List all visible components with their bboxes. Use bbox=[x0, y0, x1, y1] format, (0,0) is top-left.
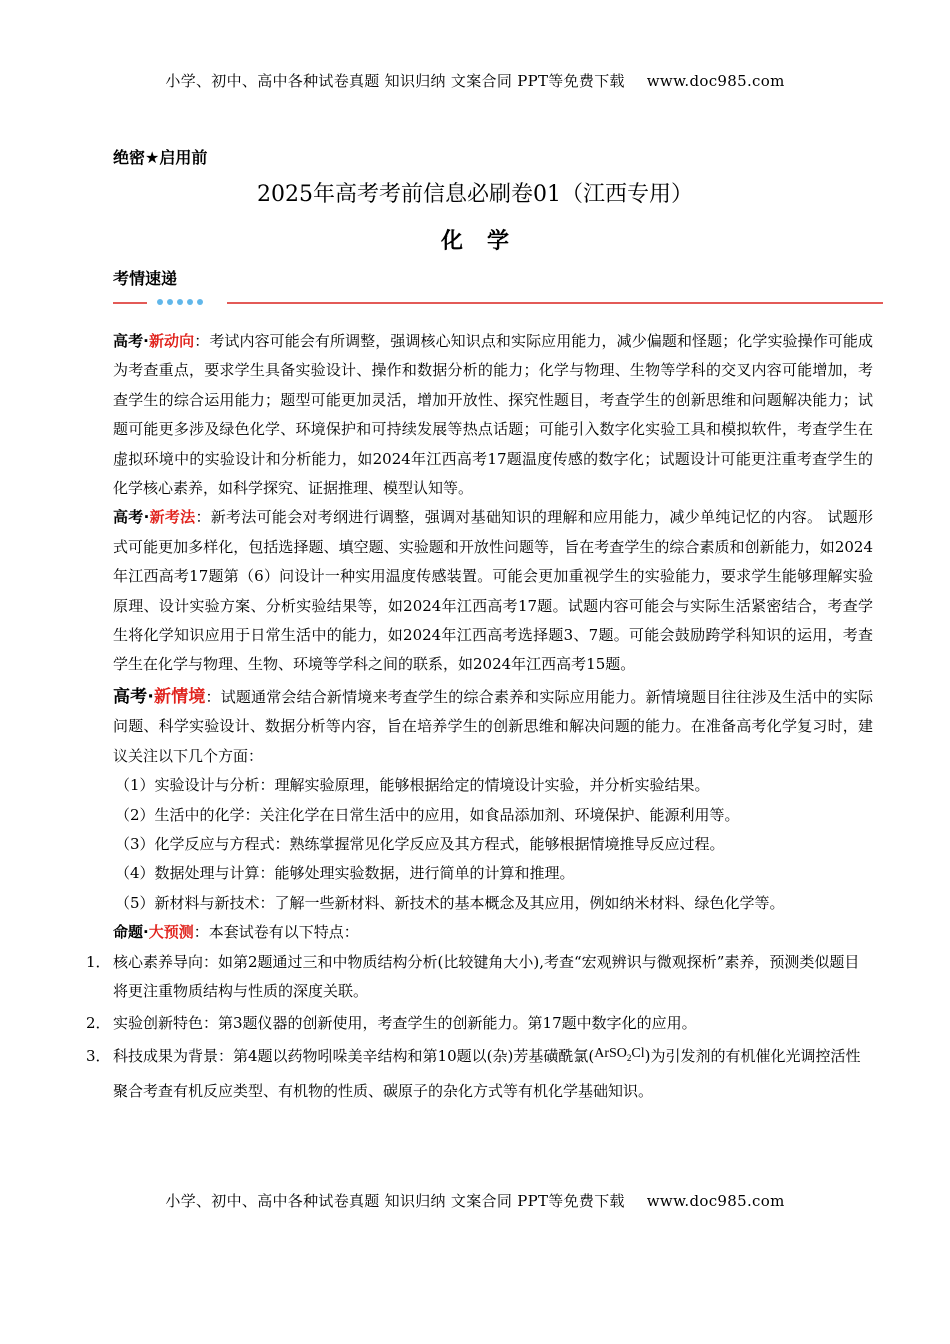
chemical-formula bbox=[594, 1046, 644, 1061]
label-prefix: 高考· bbox=[113, 508, 150, 527]
label-highlight: 新考法 bbox=[149, 508, 196, 527]
paragraph-new-trend bbox=[113, 327, 873, 503]
list-item: （5）新材料与新技术：了解一些新材料、新技术的基本概念及其应用，例如纳米材料、绿色化学等。 bbox=[115, 893, 785, 912]
paragraph-text: 考试内容可能会有所调整，强调核心知识点和实际应用能力，减少偏题和怪题；化学实验操作可能成为考查重点，要求学生具备实验设计、操作和数据分析的能力；化学与物理、生物等学科的交叉内容可能增加，考查学生的综合运用能力；题型可能更加灵活，增加开放性、探究性题目，考查学生的创新思维和问题解决能力；试题可能更多涉及绿色化学、环境保护和可持续发展等热点话题；可能引入数字化实验工具和模拟软件，考查学生在虚拟环境中的实验设计和分析能力，如2024年江西高考17题温度传感的数字化；试题设计可能更注重考查学生的化学核心素养，如科学探究、证据推理、模型认知等。 bbox=[113, 332, 873, 498]
page-footer bbox=[0, 1190, 950, 1211]
header-text: 小学、初中、高中各种试卷真题 知识归纳 文案合同 PPT等免费下载 bbox=[165, 72, 625, 90]
formula-part: ArSO bbox=[594, 1045, 627, 1061]
paragraph-text: 本套试卷有以下特点： bbox=[208, 923, 359, 942]
label-colon: ： bbox=[193, 923, 209, 942]
item-text: 核心素养导向：如第2题通过三和中物质结构分析(比较键角大小),考查“宏观辨识与微观探析”素养，预测类似题目将更注重物质结构与性质的深度关联。 bbox=[113, 952, 860, 1000]
paragraph-prediction bbox=[113, 918, 873, 947]
divider-dot bbox=[177, 299, 183, 305]
label-colon: ： bbox=[194, 332, 210, 350]
label-prefix: 命题· bbox=[113, 923, 149, 942]
divider-line-left bbox=[113, 302, 147, 304]
section-divider bbox=[113, 296, 883, 310]
paragraph-new-method bbox=[113, 503, 873, 679]
item-text-after: )为引发剂的有机催化光调控活性聚合考查有机反应类型、有机物的性质、碳原子的杂化方式等有机化学基础知识。 bbox=[113, 1046, 861, 1100]
formula-subscript: 2 bbox=[626, 1052, 632, 1063]
item-number: 1． bbox=[86, 952, 111, 971]
paragraph-text: 试题通常会结合新情境来考查学生的综合素养和实际应用能力。新情境题目往往涉及生活中的实际问题、科学实验设计、数据分析等内容，旨在培养学生的创新思维和解决问题的能力。在准备高考化学复习时，建议关注以下几个方面： bbox=[113, 687, 873, 765]
page-header bbox=[0, 70, 950, 91]
label-highlight: 新动向 bbox=[148, 332, 195, 350]
label-prefix: 高考· bbox=[113, 686, 154, 707]
divider-dot bbox=[167, 299, 173, 305]
content-body bbox=[86, 327, 873, 1106]
label-highlight: 新情境 bbox=[153, 686, 206, 707]
label-highlight: 大预测 bbox=[148, 923, 194, 942]
formula-part: Cl bbox=[631, 1045, 645, 1061]
document-title: 2025年高考考前信息必刷卷01（江西专用） bbox=[257, 182, 693, 207]
divider-dots bbox=[157, 299, 203, 307]
paragraph-text: 新考法可能会对考纲进行调整，强调对基础知识的理解和应用能力，减少单纯记忆的内容。 试题形式可能更加多样化，包括选择题、填空题、实验题和开放性问题等，旨在考查学生的综合素质和创新能力，如2024年江西高考17题第（6）问设计一种实用温度传感装置。可能会更加重视学生的实验能力，要求学生能够理解实验原理、设计实验方案、分析实验结果等，如2024年江西高考17题。试题内容可能会与实际生活紧密结合，考查学生将化学知识应用于日常生活中的能力，如2024年江西高考选择题3、7题。可能会鼓励跨学科知识的运用，考查学生在化学与物理、生物、环境等学科之间的联系，如2024年江西高考15题。 bbox=[113, 508, 873, 674]
footer-text: 小学、初中、高中各种试卷真题 知识归纳 文案合同 PPT等免费下载 bbox=[165, 1192, 625, 1210]
item-text: 实验创新特色：第3题仪器的创新使用，考查学生的创新能力。第17题中数字化的应用。 bbox=[113, 1014, 697, 1033]
divider-dot bbox=[197, 299, 203, 305]
list-item: （1）实验设计与分析：理解实验原理，能够根据给定的情境设计实验，并分析实验结果。 bbox=[115, 776, 710, 795]
list-item: （4）数据处理与计算：能够处理实验数据，进行简单的计算和推理。 bbox=[115, 864, 575, 883]
divider-dot bbox=[157, 299, 163, 305]
footer-url[interactable]: www.doc985.com bbox=[646, 1192, 785, 1210]
label-prefix: 高考· bbox=[113, 332, 149, 350]
numbered-item bbox=[86, 1009, 873, 1038]
item-text-before: 科技成果为背景：第4题以药物吲哚美辛结构和第10题以(杂)芳基磺酰氯( bbox=[113, 1046, 595, 1065]
list-item: （2）生活中的化学：关注化学在日常生活中的应用，如食品添加剂、环境保护、能源利用等。 bbox=[115, 805, 740, 824]
item-number: 2． bbox=[86, 1014, 111, 1033]
divider-dot bbox=[187, 299, 193, 305]
section-title: 考情速递 bbox=[113, 269, 178, 288]
confidential-label: 绝密★启用前 bbox=[113, 148, 208, 167]
subject-title: 化学 bbox=[440, 229, 533, 254]
list-item: （3）化学反应与方程式：熟练掌握常见化学反应及其方程式，能够根据情境推导反应过程。 bbox=[115, 834, 725, 853]
numbered-item bbox=[86, 1042, 873, 1107]
numbered-item bbox=[86, 948, 873, 1007]
divider-line-right bbox=[227, 302, 883, 304]
item-number: 3． bbox=[86, 1046, 111, 1065]
label-colon: ： bbox=[195, 508, 211, 527]
label-colon: ： bbox=[205, 687, 221, 706]
header-url[interactable]: www.doc985.com bbox=[646, 72, 785, 90]
paragraph-new-context bbox=[113, 683, 873, 771]
